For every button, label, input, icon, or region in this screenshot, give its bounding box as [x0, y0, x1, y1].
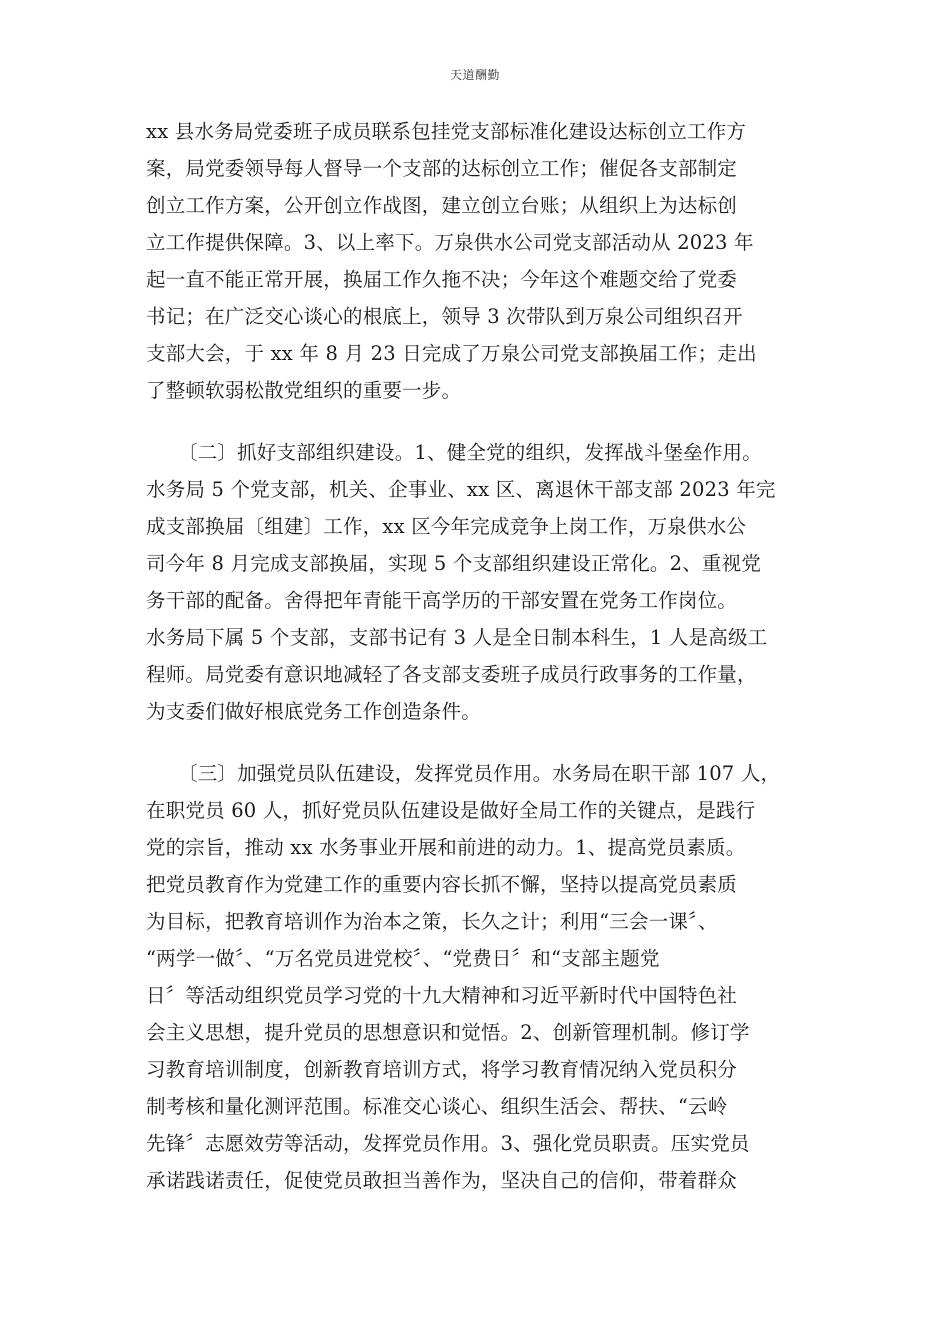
body-line: 会主义思想，提升党员的思想意识和觉悟。2、创新管理机制。修订学 — [146, 1021, 750, 1044]
paragraph-heading-2: 〔二〕抓好支部组织建设。1、健全党的组织，发挥战斗堡垒作用。 — [178, 441, 762, 464]
paragraph-heading-3: 〔三〕加强党员队伍建设，发挥党员作用。水务局在职干部 107 人， — [178, 762, 781, 785]
body-line: 案，局党委领导每人督导一个支部的达标创立工作；催促各支部制定 — [146, 157, 738, 180]
body-line: 水务局 5 个党支部，机关、企事业、xx 区、离退休干部支部 2023 年完 — [146, 478, 776, 501]
body-line: 在职党员 60 人，抓好党员队伍建设是做好全局工作的关键点，是践行 — [146, 799, 756, 822]
body-line: 成支部换届〔组建〕工作，xx 区今年完成竞争上岗工作，万泉供水公 — [146, 515, 747, 538]
body-line: 把党员教育作为党建工作的重要内容长抓不懈，坚持以提高党员素质 — [146, 873, 738, 896]
body-line: 水务局下属 5 个支部，支部书记有 3 人是全日制本科生，1 人是高级工 — [146, 626, 768, 649]
body-line: 支部大会，于 xx 年 8 月 23 日完成了万泉公司党支部换届工作；走出 — [146, 342, 757, 365]
body-line: 创立工作方案，公开创立作战图，建立创立台账；从组织上为达标创 — [146, 194, 738, 217]
body-line: 为支委们做好根底党务工作创造条件。 — [146, 700, 481, 723]
body-line: xx 县水务局党委班子成员联系包挂党支部标准化建设达标创立工作方 — [146, 120, 747, 143]
body-line: 司今年 8 月完成支部换届，实现 5 个支部组织建设正常化。2、重视党 — [146, 552, 762, 575]
body-line: 日〞等活动组织党员学习党的十九大精神和习近平新时代中国特色社 — [146, 984, 738, 1007]
body-line: 习教育培训制度，创新教育培训方式，将学习教育情况纳入党员积分 — [146, 1058, 738, 1081]
body-line: 立工作提供保障。3、以上率下。万泉供水公司党支部活动从 2023 年 — [146, 231, 754, 254]
body-line: 党的宗旨，推动 xx 水务事业开展和前进的动力。1、提高党员素质。 — [146, 836, 746, 859]
body-line: “两学一做〞、“万名党员进党校〞、“党费日〞和“支部主题党 — [146, 947, 660, 970]
body-line: 了整顿软弱松散党组织的重要一步。 — [146, 379, 462, 402]
body-line: 程师。局党委有意识地减轻了各支部支委班子成员行政事务的工作量， — [146, 663, 757, 686]
body-line: 承诺践诺责任，促使党员敢担当善作为，坚决自己的信仰，带着群众 — [146, 1169, 738, 1192]
body-line: 务干部的配备。舍得把年青能干高学历的干部安置在党务工作岗位。 — [146, 589, 738, 612]
body-line: 书记；在广泛交心谈心的根底上，领导 3 次带队到万泉公司组织召开 — [146, 305, 743, 328]
page-header: 天道酬勤 — [449, 68, 500, 82]
body-line: 起一直不能正常开展，换届工作久拖不决；今年这个难题交给了党委 — [146, 268, 738, 291]
body-line: 为目标，把教育培训作为治本之策，长久之计；利用“三会一课〞、 — [146, 910, 718, 933]
body-line: 制考核和量化测评范围。标准交心谈心、组织生活会、帮扶、“云岭 — [146, 1095, 728, 1118]
body-line: 先锋〞志愿效劳等活动，发挥党员作用。3、强化党员职责。压实党员 — [146, 1132, 750, 1155]
